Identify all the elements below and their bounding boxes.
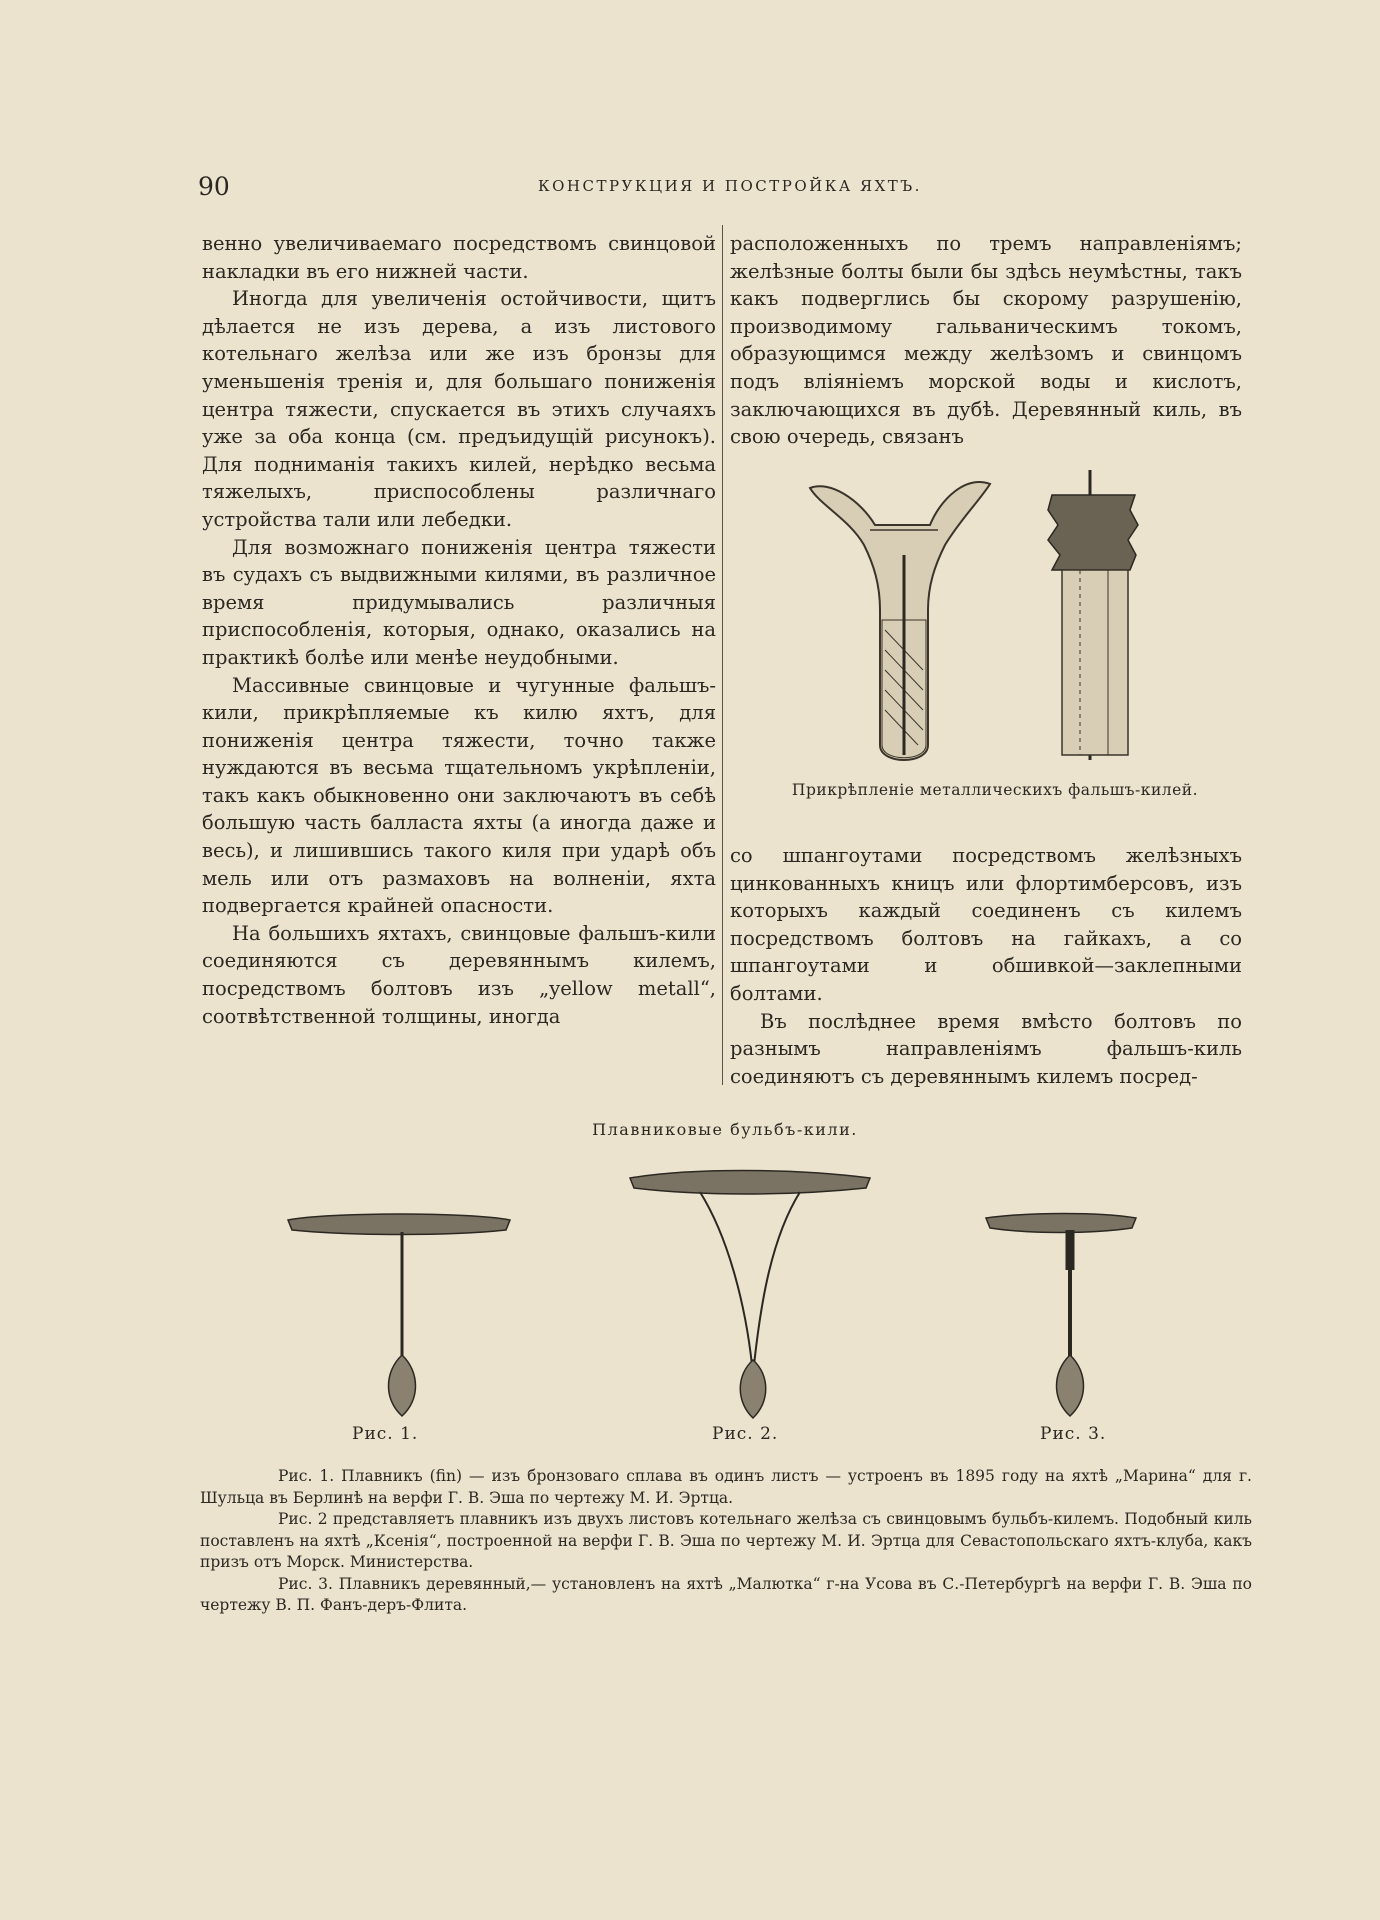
- metal-false-keel-figure: [790, 470, 1190, 780]
- right-paragraph-2: со шпангоутами посредствомъ желѣзныхъ цинкованныхъ кницъ или флортимберсовъ, изъ которыхъ каждый соединенъ съ килемъ посредствомъ болтовъ на гайкахъ, а со шпангоутами и обшивкой—заклепными болтами.: [730, 844, 1242, 1005]
- figure-top-caption: Прикрѣпленіе металлическихъ фальшъ-килей.: [791, 781, 1199, 799]
- fin-keel-fig3: [986, 1214, 1136, 1417]
- fig-label-1: Рис. 1.: [352, 1424, 419, 1444]
- keel-cross-section-drawing: [810, 482, 990, 760]
- left-paragraph-4: Массивные свинцовые и чугунные фальшъ-кили, прикрѣпляемые къ килю яхтъ, для пониженія центра тяжести, точно также нуждаются въ весьма тщательномъ укрѣпленіи, такъ какъ обыкновенно они заключаютъ въ себѣ большую часть балласта яхты (а иногда даже и весь), и лишившись такого киля при ударѣ объ мель или отъ размаховъ на волненіи, яхта подвергается крайней опасности.: [202, 673, 716, 918]
- left-paragraph-3: Для возможнаго пониженія центра тяжести въ судахъ съ выдвижными килями, въ различное время придумывались различныя приспособленія, которыя, однако, оказались на практикѣ болѣе или менѣе неудобными.: [202, 535, 716, 669]
- section-title: Плавниковые бульбъ-кили.: [592, 1120, 858, 1139]
- right-column-top: [730, 230, 1242, 450]
- left-paragraph-2: Иногда для увеличенія остойчивости, щитъ дѣлается не изъ дерева, а изъ листового котельнаго желѣза или же изъ бронзы для уменьшенія тренія и, для большаго пониженія центра тяжести, спускается въ этихъ случаяхъ уже за оба конца (см. предъидущій рисунокъ). Для подниманія такихъ килей, нерѣдко весьма тяжелыхъ, приспособлены различнаго устройства тали или лебедки.: [202, 287, 716, 531]
- running-header: [198, 172, 1250, 202]
- left-column: [202, 230, 716, 1080]
- left-paragraph-1: венно увеличиваемаго посредствомъ свинцовой накладки въ его нижней части.: [202, 232, 716, 283]
- fig-label-3: Рис. 3.: [1040, 1424, 1107, 1444]
- right-paragraph-3: Въ послѣднее время вмѣсто болтовъ по разнымъ направленіямъ фальшъ-киль соединяютъ съ деревяннымъ килемъ посред-: [730, 1009, 1242, 1088]
- right-paragraph-1: расположенныхъ по тремъ направленіямъ; желѣзные болты были бы здѣсь неумѣстны, такъ какъ подверглись бы скорому разрушенію, производимому гальваническимъ токомъ, образующимся между желѣзомъ и свинцомъ подъ вліяніемъ морской воды и кислотъ, заключающихся въ дубѣ. Деревянный киль, въ свою очередь, связанъ: [730, 232, 1242, 449]
- running-title: КОНСТРУКЦИЯ И ПОСТРОЙКА ЯХТЪ.: [538, 177, 922, 195]
- fin-keel-fig1: [288, 1214, 510, 1416]
- left-paragraph-5: На большихъ яхтахъ, свинцовые фальшъ-кили соединяются съ деревяннымъ килемъ, посредствомъ болтовъ изъ „yellow metall“, соотвѣтственной толщины, иногда: [202, 921, 716, 1028]
- right-column-bottom: [730, 842, 1242, 1088]
- figure-captions: [200, 1466, 1252, 1617]
- keel-side-view-drawing: [1048, 470, 1138, 760]
- fin-keel-fig2: [630, 1171, 870, 1419]
- caption-fig-2: Рис. 2 представляетъ плавникъ изъ двухъ листовъ котельнаго желѣза съ свинцовымъ бульбъ-килемъ. Подобный киль поставленъ на яхтѣ „Ксенія“, построенной на верфи Г. В. Эша по чертежу М. И. Эртца для Севастопольскаго яхтъ-клуба, какъ призъ отъ Морск. Министерства.: [200, 1510, 1252, 1571]
- page-number: 90: [198, 172, 230, 201]
- caption-fig-1: Рис. 1. Плавникъ (fin) — изъ бронзоваго сплава въ одинъ листъ — устроенъ въ 1895 году на яхтѣ „Марина“ для г. Шульца въ Берлинѣ на верфи Г. В. Эша по чертежу М. И. Эртца.: [200, 1467, 1252, 1507]
- bulb-keels-figure: [270, 1160, 1190, 1420]
- column-divider: [722, 225, 723, 1085]
- caption-fig-3: Рис. 3. Плавникъ деревянный,— установленъ на яхтѣ „Малютка“ г-на Усова въ С.-Петербургѣ на верфи Г. В. Эша по чертежу В. П. Фанъ-деръ-Флита.: [200, 1574, 1252, 1614]
- fig-label-2: Рис. 2.: [712, 1424, 779, 1444]
